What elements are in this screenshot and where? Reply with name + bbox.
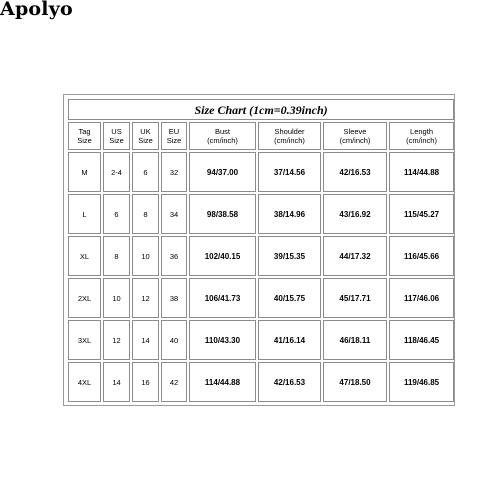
table-cell: 8	[103, 236, 130, 276]
table-cell: 116/45.66	[389, 236, 454, 276]
header-row	[68, 122, 454, 150]
table-cell: 3XL	[68, 320, 101, 360]
column-header-name: Tag	[78, 127, 91, 136]
column-header-name: UK	[140, 127, 151, 136]
table-cell: 106/41.73	[189, 278, 256, 318]
column-header	[161, 122, 187, 150]
column-header-name: EU	[168, 127, 180, 136]
column-header-unit: (cm/inch)	[274, 136, 305, 145]
table-cell: 37/14.56	[258, 152, 321, 192]
table-cell: 12	[132, 278, 159, 318]
table-cell: L	[68, 194, 101, 234]
table-cell: 44/17.32	[323, 236, 387, 276]
table-row	[68, 236, 454, 276]
column-header-name: Length	[410, 127, 433, 136]
column-header-unit: (cm/inch)	[339, 136, 371, 145]
table-row	[68, 278, 454, 318]
table-cell: 40/15.75	[258, 278, 321, 318]
column-header	[68, 122, 101, 150]
table-cell: 42/16.53	[258, 362, 321, 402]
table-cell: 114/44.88	[389, 152, 454, 192]
table-cell: 42/16.53	[323, 152, 387, 192]
table-cell: 6	[103, 194, 130, 234]
table-cell: 47/18.50	[323, 362, 387, 402]
table-cell: 2-4	[103, 152, 130, 192]
column-header	[389, 122, 454, 150]
table-cell: 102/40.15	[189, 236, 256, 276]
table-cell: 98/38.58	[189, 194, 256, 234]
table-cell: 39/15.35	[258, 236, 321, 276]
table-cell: 43/16.92	[323, 194, 387, 234]
table-cell: 36	[161, 236, 187, 276]
column-header-unit: Size	[109, 136, 124, 145]
table-cell: 14	[103, 362, 130, 402]
table-cell: 8	[132, 194, 159, 234]
table-cell: 46/18.11	[323, 320, 387, 360]
table-cell: 32	[161, 152, 187, 192]
table-cell: 119/46.85	[389, 362, 454, 402]
column-header-name: Sleeve	[343, 127, 367, 136]
column-header-unit: Size	[166, 136, 182, 145]
size-chart	[63, 94, 455, 406]
table-cell: 38/14.96	[258, 194, 321, 234]
size-chart-table	[66, 97, 456, 404]
column-header-name: Bust	[214, 127, 230, 136]
table-cell: 38	[161, 278, 187, 318]
column-header-unit: (cm/inch)	[406, 136, 437, 145]
table-cell: 2XL	[68, 278, 101, 318]
column-header	[189, 122, 256, 150]
table-cell: 6	[132, 152, 159, 192]
column-header	[323, 122, 387, 150]
table-cell: XL	[68, 236, 101, 276]
table-cell: M	[68, 152, 101, 192]
brand-name: Apolyo	[0, 0, 73, 20]
table-cell: 94/37.00	[189, 152, 256, 192]
table-cell: 40	[161, 320, 187, 360]
column-header-unit: Size	[138, 136, 153, 145]
table-cell: 16	[132, 362, 159, 402]
table-cell: 10	[103, 278, 130, 318]
table-cell: 114/44.88	[189, 362, 256, 402]
table-cell: 4XL	[68, 362, 101, 402]
table-row	[68, 320, 454, 360]
table-row	[68, 362, 454, 402]
table-cell: 14	[132, 320, 159, 360]
table-cell: 10	[132, 236, 159, 276]
column-header-name: Shoulder	[274, 127, 305, 136]
table-cell: 115/45.27	[389, 194, 454, 234]
column-header	[103, 122, 130, 150]
column-header	[258, 122, 321, 150]
table-cell: 12	[103, 320, 130, 360]
column-header-unit: Size	[77, 136, 92, 145]
column-header-name: US	[111, 127, 122, 136]
table-cell: 34	[161, 194, 187, 234]
table-cell: 118/46.45	[389, 320, 454, 360]
table-cell: 45/17.71	[323, 278, 387, 318]
column-header	[132, 122, 159, 150]
size-chart-title: Size Chart (1cm=0.39inch)	[68, 99, 454, 120]
column-header-unit: (cm/inch)	[207, 136, 238, 145]
table-cell: 110/43.30	[189, 320, 256, 360]
table-cell: 117/46.06	[389, 278, 454, 318]
table-row	[68, 194, 454, 234]
table-cell: 42	[161, 362, 187, 402]
table-cell: 41/16.14	[258, 320, 321, 360]
table-row	[68, 152, 454, 192]
